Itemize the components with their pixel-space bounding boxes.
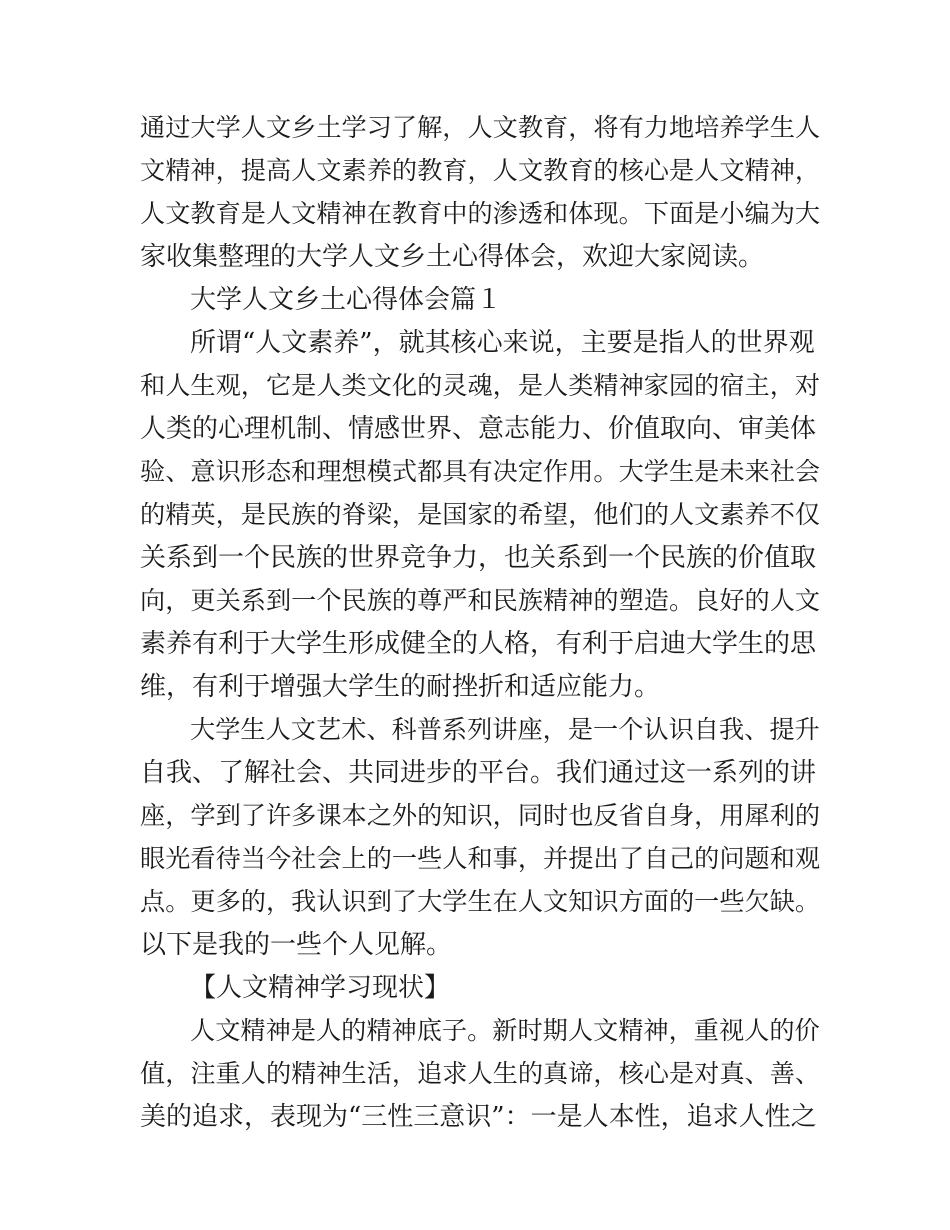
body-line-9: 维，有利于增强大学生的耐挫折和适应能力。 — [140, 672, 661, 702]
body-line-3: 人类的心理机制、情感世界、意志能力、价值取向、审美体 — [140, 414, 817, 444]
body-line-6: 关系到一个民族的世界竞争力，也关系到一个民族的价值取 — [140, 543, 817, 573]
body-line-16: 人文精神是人的精神底子。新时期人文精神，重视人的价 — [190, 1016, 820, 1045]
body-line-17: 值，注重人的精神生活，追求人生的真谛，核心是对真、善、 — [140, 1059, 821, 1088]
body-line-15: 以下是我的一些个人见解。 — [140, 930, 453, 960]
body-line-18: 美的追求，表现为“三性三意识”：一是人本性，追求人性之 — [140, 1102, 817, 1132]
body-line-14: 点。更多的，我认识到了大学生在人文知识方面的一些欠缺。 — [140, 887, 821, 916]
body-line-5: 的精英，是民族的脊梁，是国家的希望，他们的人文素养不仅 — [140, 500, 821, 529]
intro-line-1: 通过大学人文乡土学习了解，人文教育，将有力地培养学生人 — [140, 113, 821, 142]
body-line-4: 验、意识形态和理想模式都具有决定作用。大学生是未来社会 — [140, 457, 821, 486]
body-line-2: 和人生观，它是人类文化的灵魂，是人类精神家园的宿主，对 — [140, 371, 821, 400]
body-line-13: 眼光看待当今社会上的一些人和事，并提出了自己的问题和观 — [140, 844, 821, 873]
body-line-7: 向，更关系到一个民族的尊严和民族精神的塑造。良好的人文 — [140, 586, 821, 615]
body-line-8: 素养有利于大学生形成健全的人格，有利于启迪大学生的思 — [140, 629, 817, 659]
body-line-12: 座，学到了许多课本之外的知识，同时也反省自身，用犀利的 — [140, 801, 821, 830]
body-line-1: 所谓“人文素养”，就其核心来说，主要是指人的世界观 — [190, 328, 815, 358]
intro-line-4: 家收集整理的大学人文乡土心得体会，欢迎大家阅读。 — [140, 242, 765, 272]
section-title: 大学人文乡土心得体会篇１ — [190, 285, 503, 315]
body-line-11: 自我、了解社会、共同进步的平台。我们通过这一系列的讲 — [140, 758, 817, 788]
intro-line-3: 人文教育是人文精神在教育中的渗透和体现。下面是小编为大 — [140, 199, 821, 228]
intro-line-2: 文精神，提高人文素养的教育，人文教育的核心是人文精神， — [140, 156, 821, 185]
body-line-10: 大学生人文艺术、科普系列讲座，是一个认识自我、提升 — [190, 715, 820, 744]
subsection-heading: 【人文精神学习现状】 — [190, 973, 451, 1003]
